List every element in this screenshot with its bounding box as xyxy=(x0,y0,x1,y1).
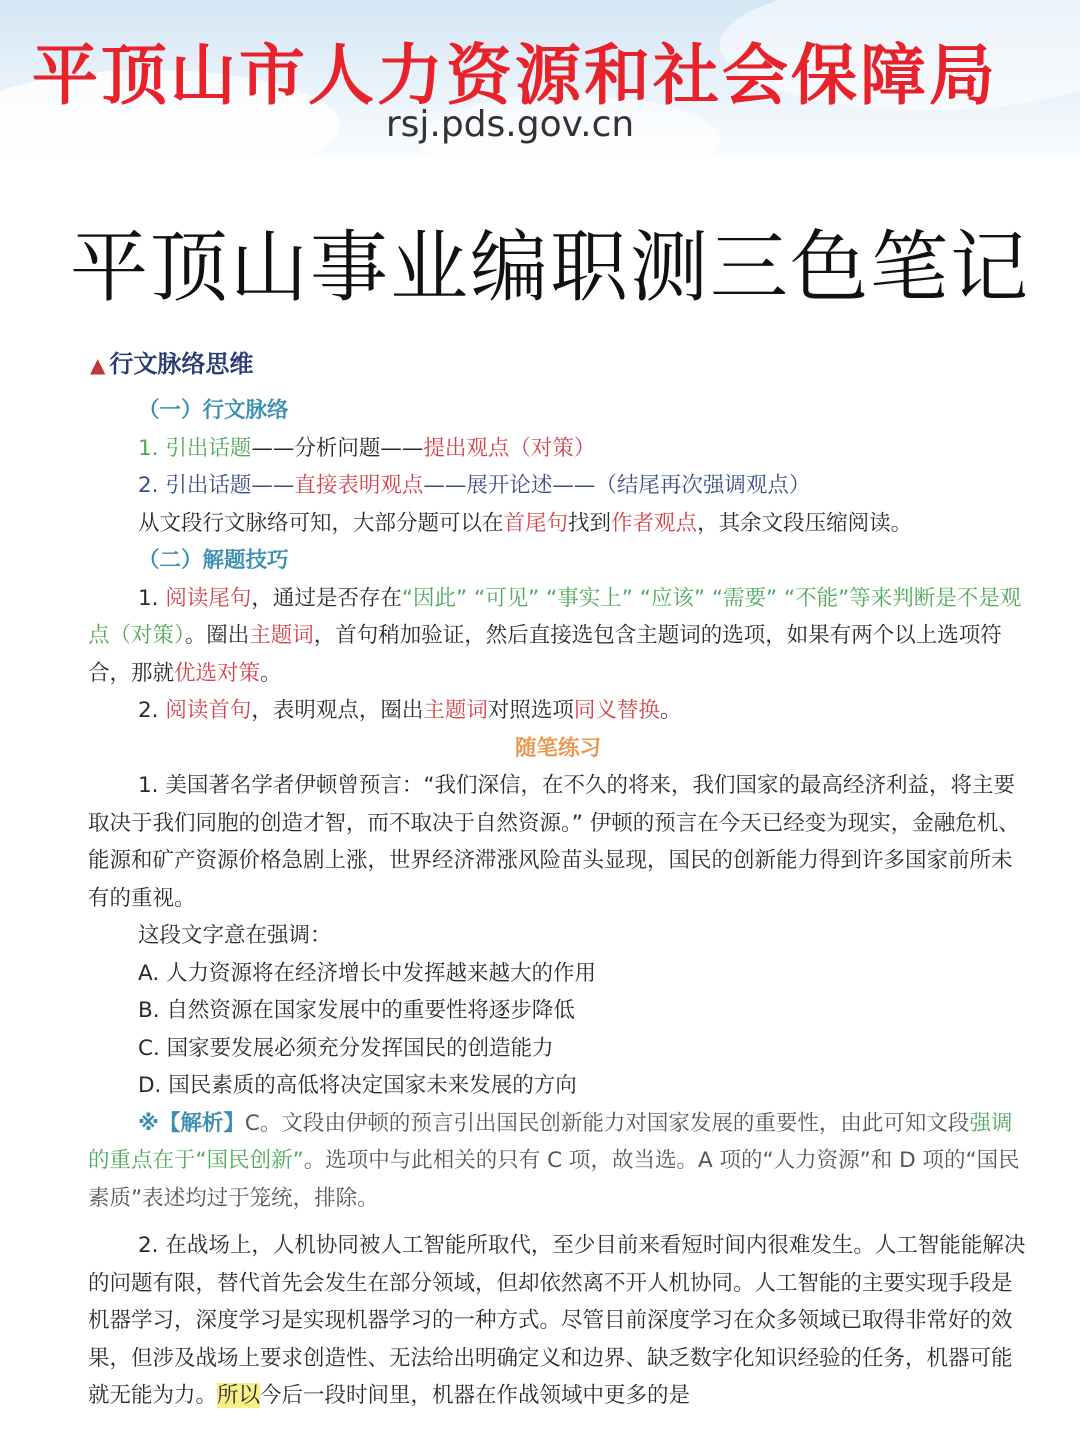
flow-line-2: 2. 引出话题——直接表明观点——展开论述——（结尾再次强调观点） xyxy=(138,473,811,498)
option-c[interactable]: C. 国家要发展必须充分发挥国民的创造能力 xyxy=(138,1035,554,1061)
question-1-stem: 1. 美国著名学者伊顿曾预言：“我们深信，在不久的将来，我们国家的最高经济利益，将主要取决于我们同胞的创造才智，而不取决于自然资源。” 伊顿的预言在今天已经变为现实，金融危机、能源和矿产资源价格急剧上涨，世界经济滞涨风险苗头显现，国民的创新能力得到许多国家前所未有的重视。 xyxy=(88,773,1020,911)
subheading-1: （一）行文脉络 xyxy=(138,398,289,423)
header-banner xyxy=(0,0,1080,155)
practice-title: 随笔练习 xyxy=(514,735,601,761)
org-url[interactable]: rsj.pds.gov.cn xyxy=(385,104,635,145)
option-a[interactable]: A. 人力资源将在经济增长中发挥越来越大的作用 xyxy=(138,960,597,986)
document-body xyxy=(88,392,1028,1415)
option-b[interactable]: B. 自然资源在国家发展中的重要性将逐步降低 xyxy=(138,998,575,1023)
document-title: 平顶山事业编职测三色笔记 xyxy=(70,223,1031,313)
section-title: 行文脉络思维 xyxy=(109,350,254,378)
question-1-analysis: ※【解析】C。文段由伊顿的预言引出国民创新能力对国家发展的重要性，由此可知文段强调的重点在于“国民创新”。选项中与此相关的只有 C 项，故当选。A 项的“人力资源”和 D 项的“国民素质”表述均过于笼统，排除。 xyxy=(88,1110,1020,1211)
technique-2: 2. 阅读首句，表明观点，圈出主题词对照选项同义替换。 xyxy=(138,698,682,723)
technique-1: 1. 阅读尾句，通过是否存在“因此” “可见” “事实上” “应该” “需要” “不能”等来判断是不是观点（对策）。圈出主题词，首句稍加验证，然后直接选包含主题词的选项，如果有两个以上选项符合，那就优选对策。 xyxy=(88,585,1022,686)
question-1-prompt: 这段文字意在强调： xyxy=(138,923,332,948)
flow-line-3: 从文段行文脉络可知，大部分题可以在首尾句找到作者观点，其余文段压缩阅读。 xyxy=(138,510,913,536)
flow-line-1: 1. 引出话题——分析问题——提出观点（对策） xyxy=(138,435,596,461)
section-heading xyxy=(90,344,253,379)
org-name: 平顶山市人力资源和社会保障局 xyxy=(32,37,998,114)
highlighted-word: 所以 xyxy=(217,1383,261,1408)
subheading-2: （二）解题技巧 xyxy=(138,548,289,573)
question-2-stem: 2. 在战场上，人机协同被人工智能所取代，至少目前来看短时间内很难发生。人工智能能解决的问题有限，替代首先会发生在部分领域，但却依然离不开人机协同。人工智能的主要实现手段是机器学习，深度学习是实现机器学习的一种方式。尽管目前深度学习在众多领域已取得非常好的效果，但涉及战场上要求创造性、无法给出明确定义和边界、缺乏数字化知识经验的任务，机器可能就无能为力。所以今后一段时间里，机器在作战领域中更多的是 xyxy=(88,1233,1026,1408)
option-d[interactable]: D. 国民素质的高低将决定国家未来发展的方向 xyxy=(138,1073,577,1098)
triangle-icon: ▲ xyxy=(90,353,106,377)
spacer xyxy=(88,1217,1028,1227)
